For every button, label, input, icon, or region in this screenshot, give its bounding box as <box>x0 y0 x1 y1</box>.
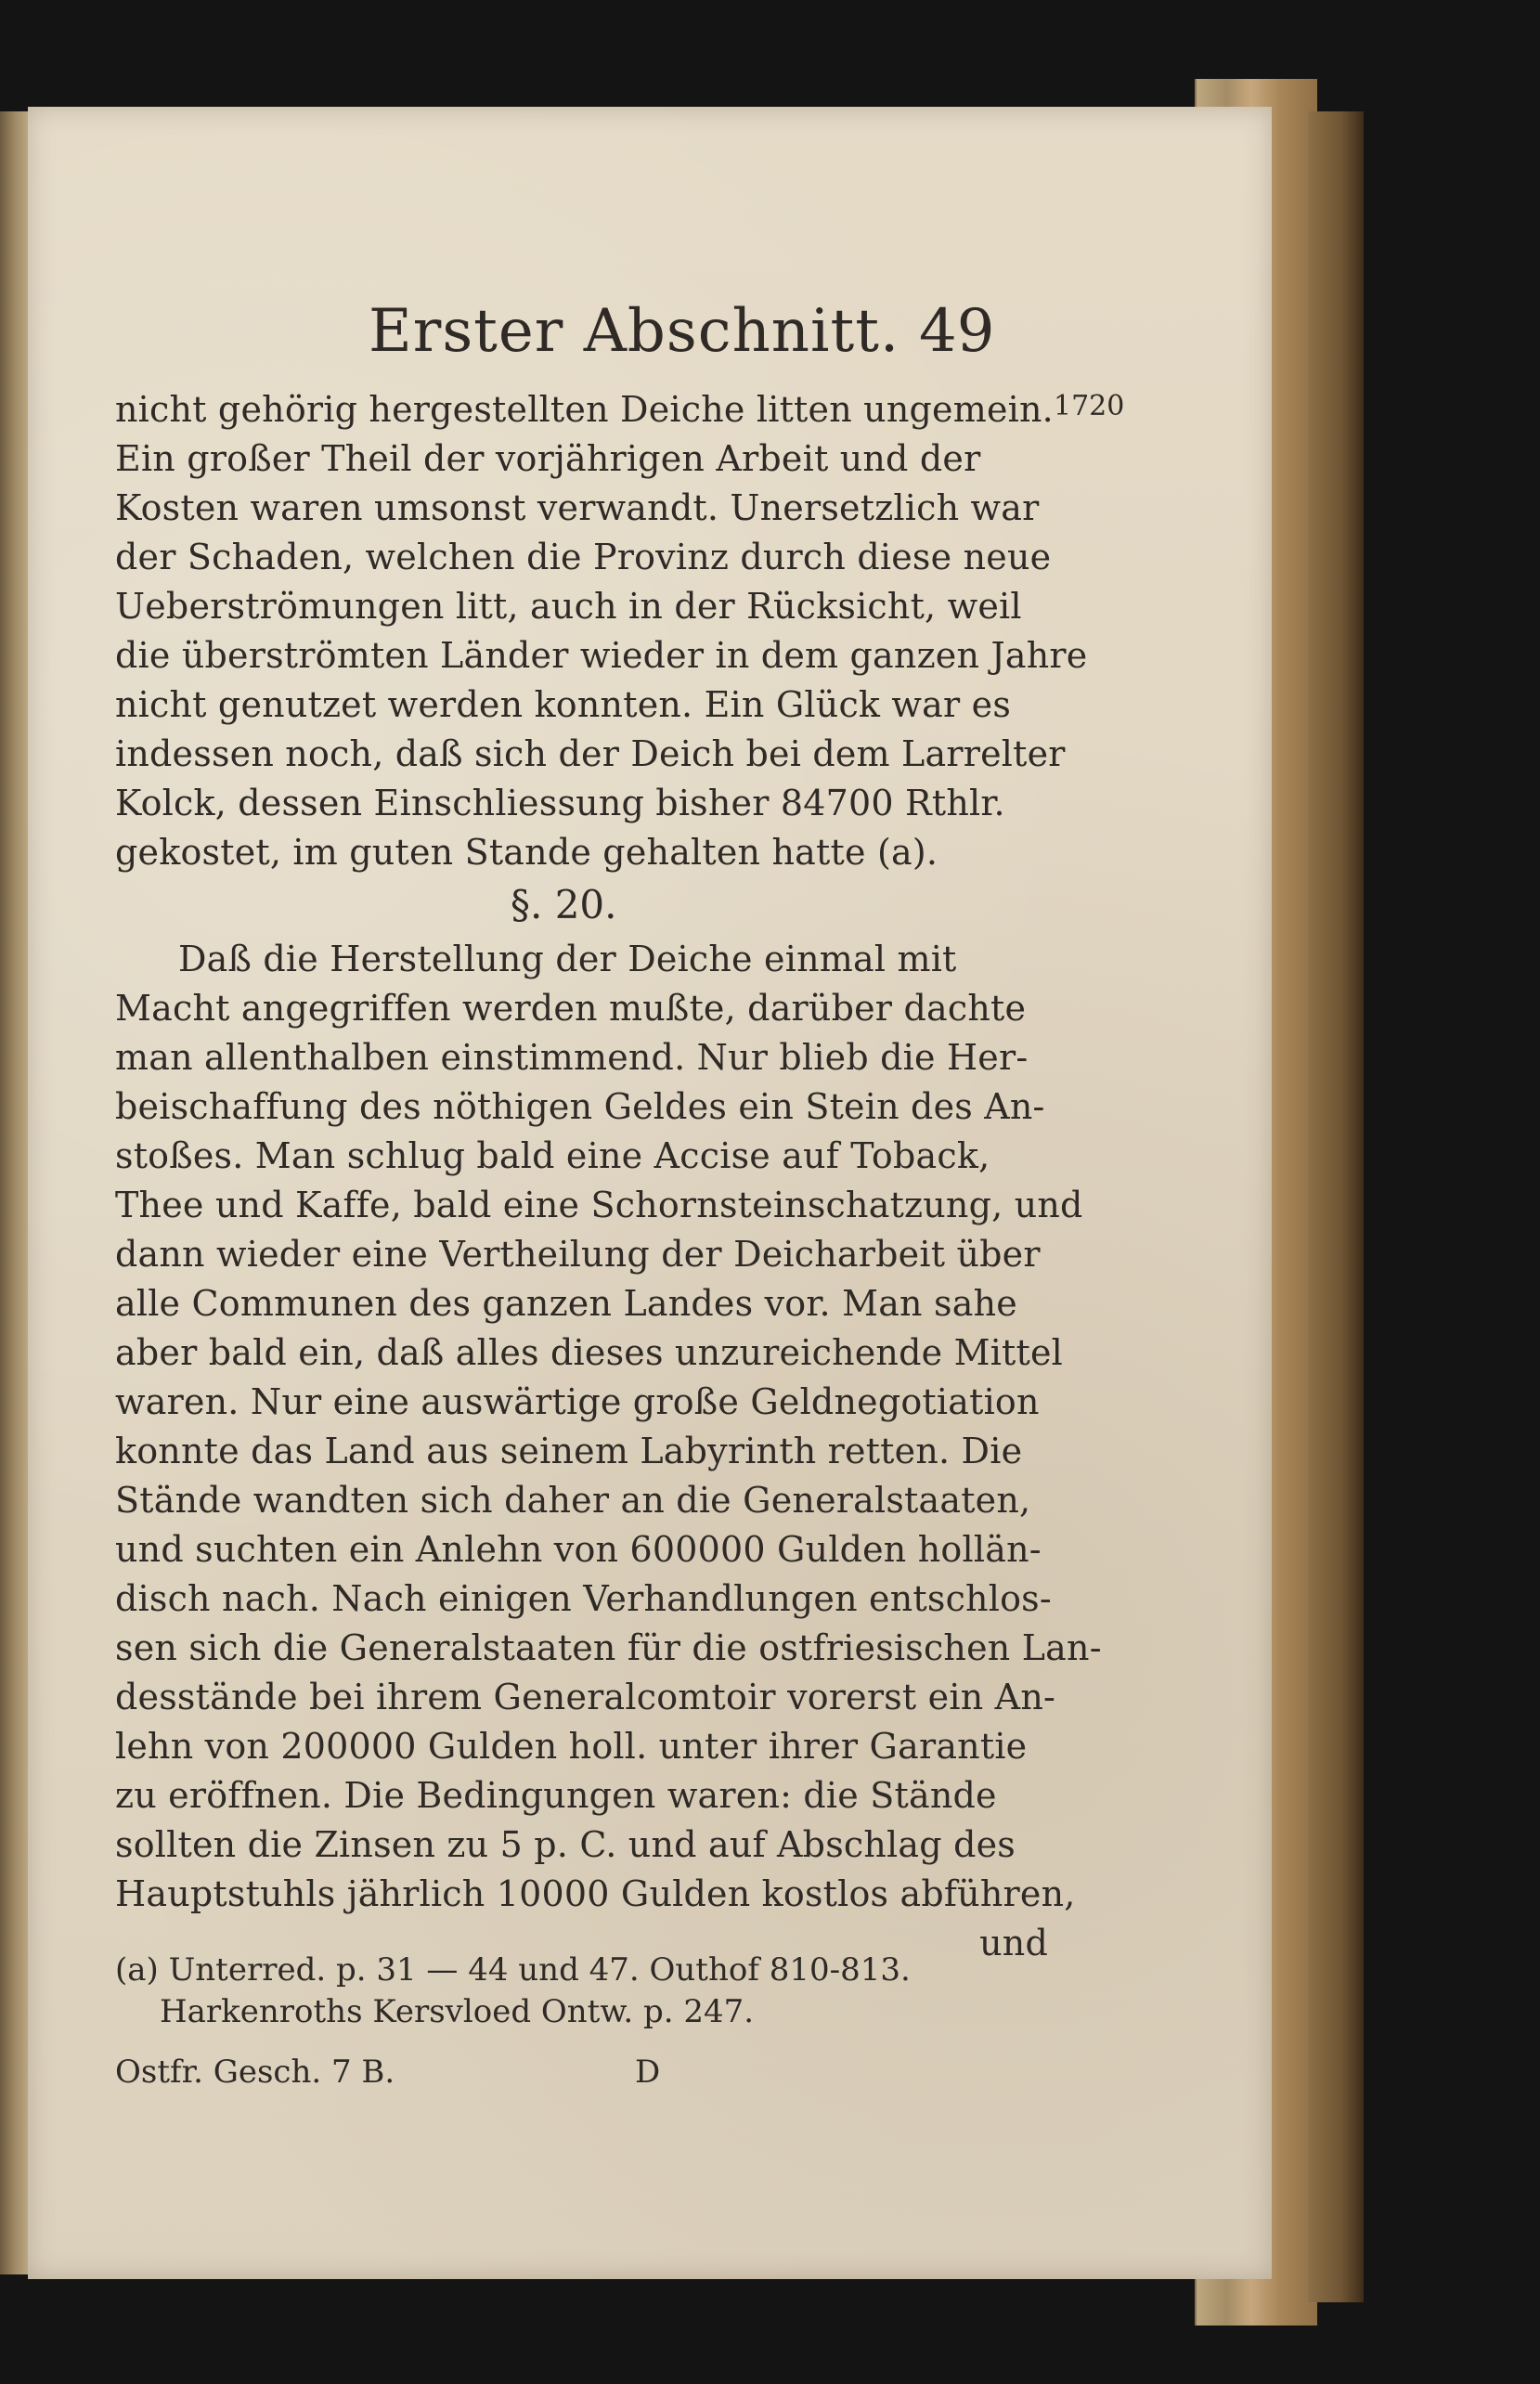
paragraph-2-line: zu eröffnen. Die Bedingungen waren: die Stände <box>115 1775 997 1816</box>
page-number: 49 <box>919 297 995 366</box>
paragraph-2-line: und suchten ein Anlehn von 600000 Gulden hollän- <box>115 1529 1042 1570</box>
paragraph-1-line: Ueberströmungen litt, auch in der Rücksicht, weil <box>115 586 1022 627</box>
paragraph-2-line: Macht angegriffen werden mußte, darüber dachte <box>115 988 1027 1029</box>
paragraph-2-line: alle Communen des ganzen Landes vor. Man sahe <box>115 1283 1017 1324</box>
book-page <box>28 107 1272 2279</box>
paragraph-1-line: nicht gehörig hergestellten Deiche litten ungemein. <box>115 389 1054 430</box>
signature-line <box>115 2054 1048 2105</box>
paragraph-1-line: Ein großer Theil der vorjährigen Arbeit und der <box>115 438 981 479</box>
paragraph-2-line: disch nach. Nach einigen Verhandlungen entschlos- <box>115 1578 1052 1619</box>
paragraph-1-line: indessen noch, daß sich der Deich bei dem Larrelter <box>115 733 1066 774</box>
margin-year: 1720 <box>1054 390 1125 422</box>
paragraph-2-line: Daß die Herstellung der Deiche einmal mit <box>178 939 957 979</box>
running-head: Erster Abschnitt. <box>369 297 900 366</box>
paragraph-2-line: sollten die Zinsen zu 5 p. C. und auf Abschlag des <box>115 1824 1016 1865</box>
paragraph-2-line: Hauptstuhls jährlich 10000 Gulden kostlos abführen, <box>115 1873 1076 1914</box>
paragraph-2-line: waren. Nur eine auswärtige große Geldnegotiation <box>115 1381 1040 1422</box>
paragraph-1-line: gekostet, im guten Stande gehalten hatte (a). <box>115 832 938 873</box>
paragraph-2-line: aber bald ein, daß alles dieses unzureichende Mittel <box>115 1332 1064 1373</box>
paragraph-2-line: man allenthalben einstimmend. Nur blieb die Her- <box>115 1037 1029 1078</box>
paragraph-2-line: lehn von 200000 Gulden holl. unter ihrer Garantie <box>115 1726 1028 1767</box>
footnote <box>115 1950 1048 2033</box>
paragraph-2-line: stoßes. Man schlug bald eine Accise auf Toback, <box>115 1135 990 1176</box>
paragraph-2-line: Thee und Kaffe, bald eine Schornsteinschatzung, und <box>115 1185 1083 1225</box>
paragraph-2-line: Stände wandten sich daher an die Generalstaaten, <box>115 1480 1031 1521</box>
paragraph-2-line: konnte das Land aus seinem Labyrinth retten. Die <box>115 1431 1023 1471</box>
paragraph-1-line: der Schaden, welchen die Provinz durch diese neue <box>115 537 1052 577</box>
paragraph-2-line: sen sich die Generalstaaten für die ostfriesischen Lan- <box>115 1627 1102 1668</box>
signature-left: Ostfr. Gesch. 7 B. <box>115 2054 395 2091</box>
paragraph-1-line: die überströmten Länder wieder in dem ganzen Jahre <box>115 635 1088 676</box>
page-header <box>28 297 1272 381</box>
section-heading: §. 20. <box>511 882 617 927</box>
paragraph-2-line: desstände bei ihrem Generalcomtoir vorerst ein An- <box>115 1677 1056 1717</box>
signature-mark: D <box>635 2054 661 2091</box>
footnote-line: Harkenroths Kersvloed Ontw. p. 247. <box>160 1993 755 2030</box>
paragraph-1-line: Kolck, dessen Einschliessung bisher 84700 Rthlr. <box>115 783 1005 823</box>
paragraph-1-line: Kosten waren umsonst verwandt. Unersetzlich war <box>115 487 1040 528</box>
paragraph-1-line: nicht genutzet werden konnten. Ein Glück war es <box>115 684 1012 725</box>
paragraph-2-line: beischaffung des nöthigen Geldes ein Stein des An- <box>115 1086 1045 1127</box>
footnote-line: (a) Unterred. p. 31 — 44 und 47. Outhof 810-813. <box>115 1951 911 1989</box>
book-outer-edge <box>1308 111 1364 2302</box>
paragraph-2-line: dann wieder eine Vertheilung der Deicharbeit über <box>115 1234 1041 1275</box>
paragraph-2-line: und <box>979 1923 1048 1963</box>
